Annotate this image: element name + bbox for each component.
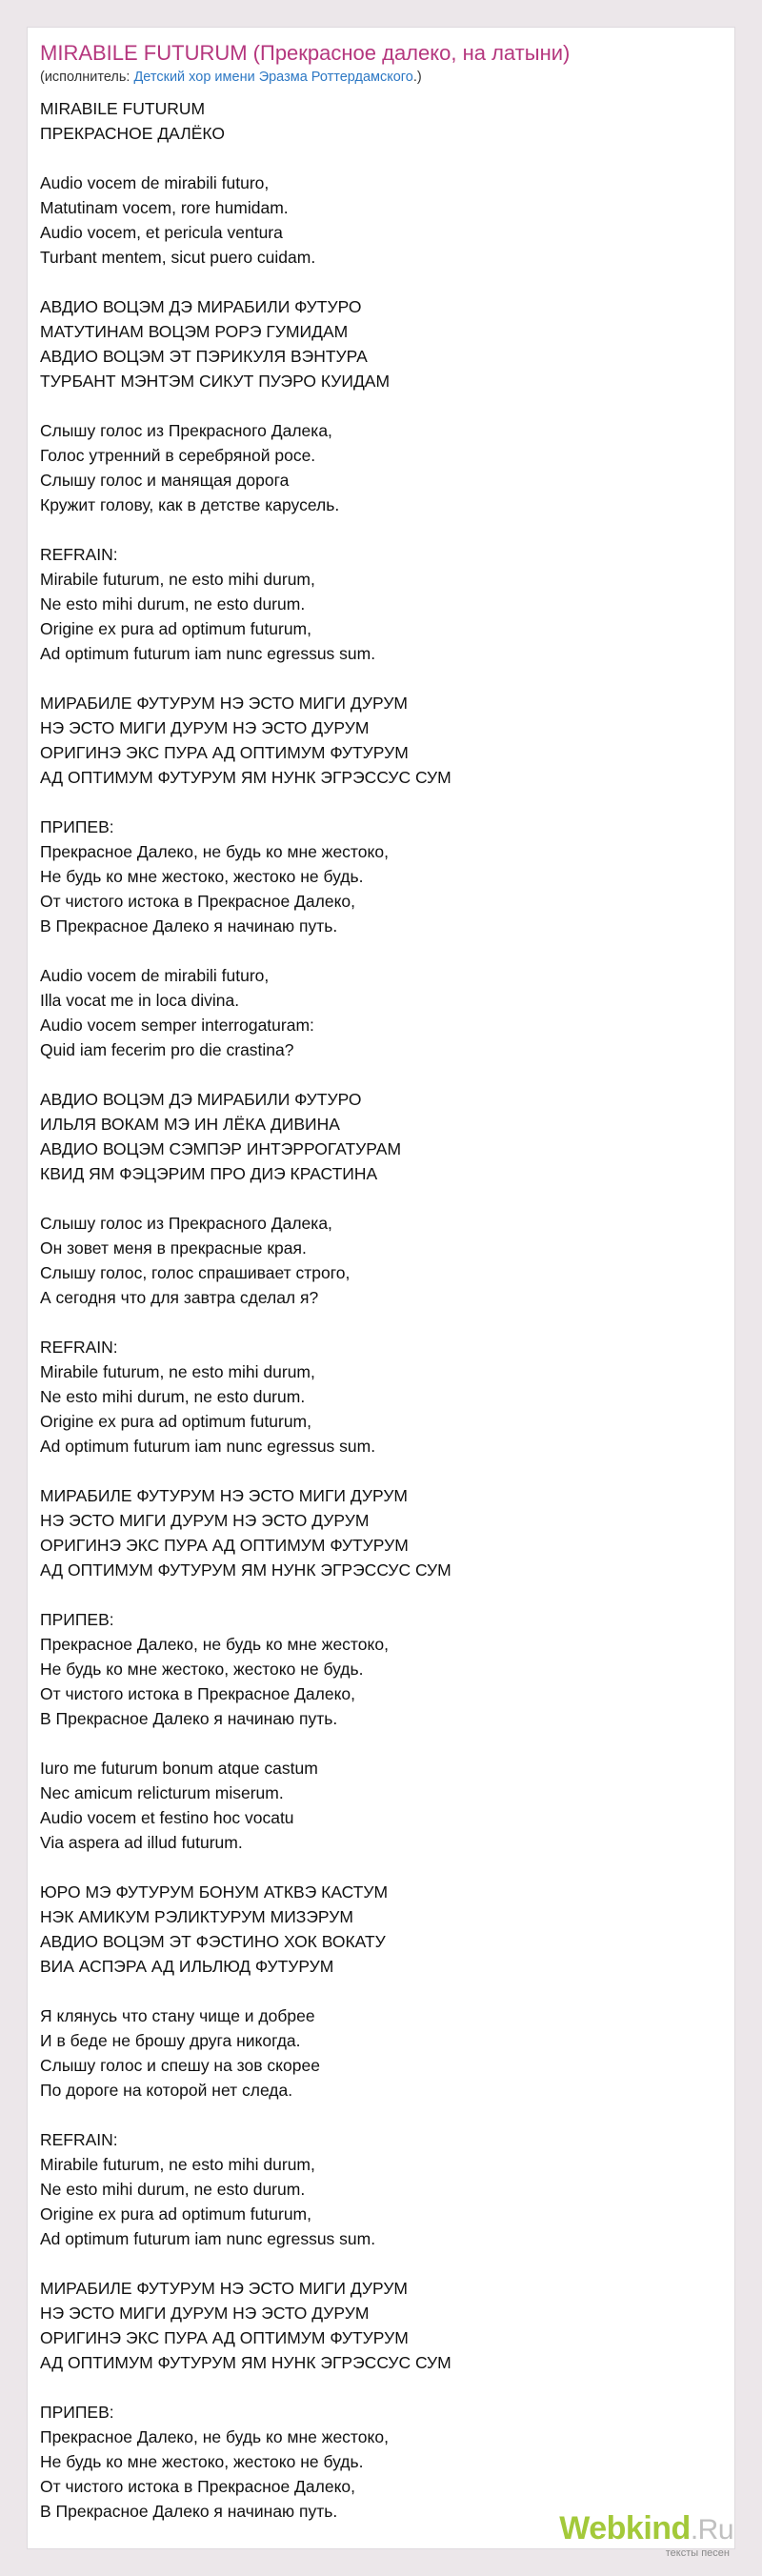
lyric-line: Ad optimum futurum iam nunc egressus sum. <box>40 644 376 663</box>
lyric-line: Matutinam vocem, rore humidam. <box>40 198 289 217</box>
lyric-line: АВДИО ВОЦЭМ ЭТ ФЭСТИНО ХОК ВОКАТУ <box>40 1932 386 1951</box>
lyric-line: ЮРО МЭ ФУТУРУМ БОНУМ АТКВЭ КАСТУМ <box>40 1882 389 1902</box>
lyrics-stanza <box>40 1756 707 1855</box>
lyric-line: Голос утренний в серебряной росе. <box>40 446 316 465</box>
lyric-line: НЭ ЭСТО МИГИ ДУРУМ НЭ ЭСТО ДУРУМ <box>40 2304 370 2323</box>
lyric-line: АД ОПТИМУМ ФУТУРУМ ЯМ НУНК ЭГРЭССУС СУМ <box>40 768 451 787</box>
lyric-line: В Прекрасное Далеко я начинаю путь. <box>40 916 338 936</box>
lyric-line: А сегодня что для завтра сделал я? <box>40 1288 319 1307</box>
lyric-line: От чистого истока в Прекрасное Далеко, <box>40 2477 356 2496</box>
lyric-line: Mirabile futurum, ne esto mihi durum, <box>40 2155 315 2174</box>
lyric-line: В Прекрасное Далеко я начинаю путь. <box>40 1709 338 1728</box>
lyric-line: АВДИО ВОЦЭМ ДЭ МИРАБИЛИ ФУТУРО <box>40 1090 362 1109</box>
lyric-line: АВДИО ВОЦЭМ ЭТ ПЭРИКУЛЯ ВЭНТУРА <box>40 347 368 366</box>
lyric-line: REFRAIN: <box>40 1338 118 1357</box>
lyric-line: Turbant mentem, sicut puero cuidam. <box>40 248 316 267</box>
lyric-line: Audio vocem de mirabili futuro, <box>40 966 270 985</box>
lyric-line: Ne esto mihi durum, ne esto durum. <box>40 594 306 614</box>
lyric-line: МАТУТИНАМ ВОЦЭМ РОРЭ ГУМИДАМ <box>40 322 349 341</box>
lyric-line: Кружит голову, как в детстве карусель. <box>40 495 340 514</box>
lyric-line: Ne esto mihi durum, ne esto durum. <box>40 1387 306 1406</box>
lyric-line: Nec amicum relicturum miserum. <box>40 1783 284 1802</box>
lyric-line: Mirabile futurum, ne esto mihi durum, <box>40 1362 315 1381</box>
lyric-line: Ad optimum futurum iam nunc egressus sum. <box>40 1437 376 1456</box>
lyric-line: Iuro me futurum bonum atque castum <box>40 1759 318 1778</box>
lyric-line: Не будь ко мне жестоко, жестоко не будь. <box>40 867 364 886</box>
lyric-line: Слышу голос, голос спрашивает строго, <box>40 1263 351 1282</box>
lyric-line: ОРИГИНЭ ЭКС ПУРА АД ОПТИМУМ ФУТУРУМ <box>40 2328 409 2347</box>
lyric-line: МИРАБИЛЕ ФУТУРУМ НЭ ЭСТО МИГИ ДУРУМ <box>40 2279 409 2298</box>
lyric-line: Слышу голос и манящая дорога <box>40 471 290 490</box>
lyric-line: ТУРБАНТ МЭНТЭМ СИКУТ ПУЭРО КУИДАМ <box>40 372 391 391</box>
lyric-line: НЭ ЭСТО МИГИ ДУРУМ НЭ ЭСТО ДУРУМ <box>40 718 370 737</box>
lyrics-stanza <box>40 1607 707 1731</box>
lyric-line: ПРИПЕВ: <box>40 817 114 836</box>
lyric-line: Прекрасное Далеко, не будь ко мне жестоко, <box>40 2427 389 2446</box>
lyric-line: Origine ex pura ad optimum futurum, <box>40 1412 311 1431</box>
lyric-line: ОРИГИНЭ ЭКС ПУРА АД ОПТИМУМ ФУТУРУМ <box>40 743 409 762</box>
lyric-line: АД ОПТИМУМ ФУТУРУМ ЯМ НУНК ЭГРЭССУС СУМ <box>40 1560 451 1580</box>
lyric-line: ОРИГИНЭ ЭКС ПУРА АД ОПТИМУМ ФУТУРУМ <box>40 1536 409 1555</box>
lyrics-stanza <box>40 1087 707 1186</box>
lyric-line: От чистого истока в Прекрасное Далеко, <box>40 892 356 911</box>
song-title: MIRABILE FUTURUM (Прекрасное далеко, на латыни) <box>40 41 571 65</box>
lyrics-stanza <box>40 96 707 146</box>
lyric-line: КВИД ЯМ ФЭЦЭРИМ ПРО ДИЭ КРАСТИНА <box>40 1164 378 1183</box>
performer-prefix: (исполнитель: <box>40 70 134 85</box>
lyrics-stanza <box>40 542 707 666</box>
lyric-line: ИЛЬЛЯ ВОКАМ МЭ ИН ЛЁКА ДИВИНА <box>40 1115 340 1134</box>
artist-link[interactable]: Детский хор имени Эразма Роттердамского <box>133 70 413 85</box>
lyric-line: МИРАБИЛЕ ФУТУРУМ НЭ ЭСТО МИГИ ДУРУМ <box>40 694 409 713</box>
lyric-line: Слышу голос из Прекрасного Далека, <box>40 1214 332 1233</box>
lyrics-stanza <box>40 418 707 517</box>
lyric-line: Audio vocem semper interrogaturam: <box>40 1016 314 1035</box>
lyric-line: Audio vocem et festino hoc vocatu <box>40 1808 294 1827</box>
lyric-line: По дороге на которой нет следа. <box>40 2081 293 2100</box>
lyric-line: Он зовет меня в прекрасные края. <box>40 1238 307 1258</box>
performer-line <box>40 69 422 86</box>
lyric-line: НЭ ЭСТО МИГИ ДУРУМ НЭ ЭСТО ДУРУМ <box>40 1511 370 1530</box>
lyric-line: МИРАБИЛЕ ФУТУРУМ НЭ ЭСТО МИГИ ДУРУМ <box>40 1486 409 1505</box>
lyric-line: Via aspera ad illud futurum. <box>40 1833 243 1852</box>
lyrics-stanza <box>40 1483 707 1582</box>
lyric-line: MIRABILE FUTURUM <box>40 99 206 118</box>
lyrics-stanza <box>40 171 707 270</box>
lyric-line: Ne esto mihi durum, ne esto durum. <box>40 2180 306 2199</box>
lyric-line: От чистого истока в Прекрасное Далеко, <box>40 1684 356 1703</box>
lyric-line: Ad optimum futurum iam nunc egressus sum. <box>40 2229 376 2248</box>
lyrics-stanza <box>40 1880 707 1979</box>
lyrics-stanza <box>40 2127 707 2251</box>
lyric-line: Origine ex pura ad optimum futurum, <box>40 2204 311 2224</box>
lyrics-stanza <box>40 2400 707 2524</box>
lyric-line: В Прекрасное Далеко я начинаю путь. <box>40 2502 338 2521</box>
lyric-line: Audio vocem de mirabili futuro, <box>40 173 270 192</box>
lyric-line: И в беде не брошу друга никогда. <box>40 2031 301 2050</box>
lyrics-stanza <box>40 294 707 393</box>
lyrics-body <box>40 96 707 2548</box>
logo-wordmark <box>559 2509 733 2549</box>
lyric-line: Прекрасное Далеко, не будь ко мне жестоко, <box>40 842 389 861</box>
lyric-line: Mirabile futurum, ne esto mihi durum, <box>40 570 315 589</box>
lyric-line: Audio vocem, et pericula ventura <box>40 223 283 242</box>
logo-tld: .Ru <box>690 2514 733 2546</box>
lyrics-stanza <box>40 1211 707 1310</box>
lyrics-stanza <box>40 963 707 1062</box>
lyrics-stanza <box>40 2276 707 2375</box>
lyric-line: Слышу голос из Прекрасного Далека, <box>40 421 332 440</box>
logo-tagline: тексты песен <box>665 2547 730 2559</box>
lyric-line: АД ОПТИМУМ ФУТУРУМ ЯМ НУНК ЭГРЭССУС СУМ <box>40 2353 451 2372</box>
lyric-line: АВДИО ВОЦЭМ ДЭ МИРАБИЛИ ФУТУРО <box>40 297 362 316</box>
lyric-line: ПРИПЕВ: <box>40 2403 114 2422</box>
lyric-line: Не будь ко мне жестоко, жестоко не будь. <box>40 2452 364 2471</box>
lyric-line: REFRAIN: <box>40 2130 118 2149</box>
lyric-line: ВИА АСПЭРА АД ИЛЬЛЮД ФУТУРУМ <box>40 1957 334 1976</box>
performer-suffix: .) <box>412 70 422 85</box>
lyric-line: Слышу голос и спешу на зов скорее <box>40 2056 320 2075</box>
lyrics-stanza <box>40 1335 707 1459</box>
lyric-line: ПРИПЕВ: <box>40 1610 114 1629</box>
lyric-line: Я клянусь что стану чище и добрее <box>40 2006 315 2025</box>
lyric-line: НЭК АМИКУМ РЭЛИКТУРУМ МИЗЭРУМ <box>40 1907 353 1926</box>
lyric-line: Illa vocat me in loca divina. <box>40 991 240 1010</box>
lyric-line: Quid iam fecerim pro die crastina? <box>40 1040 294 1059</box>
site-logo[interactable] <box>543 2509 733 2563</box>
lyric-line: REFRAIN: <box>40 545 118 564</box>
logo-brand: Webkind <box>559 2510 691 2546</box>
lyric-line: Прекрасное Далеко, не будь ко мне жестоко, <box>40 1635 389 1654</box>
lyric-line: АВДИО ВОЦЭМ СЭМПЭР ИНТЭРРОГАТУРАМ <box>40 1139 402 1158</box>
lyrics-stanza <box>40 691 707 790</box>
lyric-line: ПРЕКРАСНОЕ ДАЛЁКО <box>40 124 226 143</box>
lyric-line: Не будь ко мне жестоко, жестоко не будь. <box>40 1660 364 1679</box>
lyric-line: Origine ex pura ad optimum futurum, <box>40 619 311 638</box>
lyrics-stanza <box>40 2003 707 2103</box>
lyrics-stanza <box>40 815 707 938</box>
